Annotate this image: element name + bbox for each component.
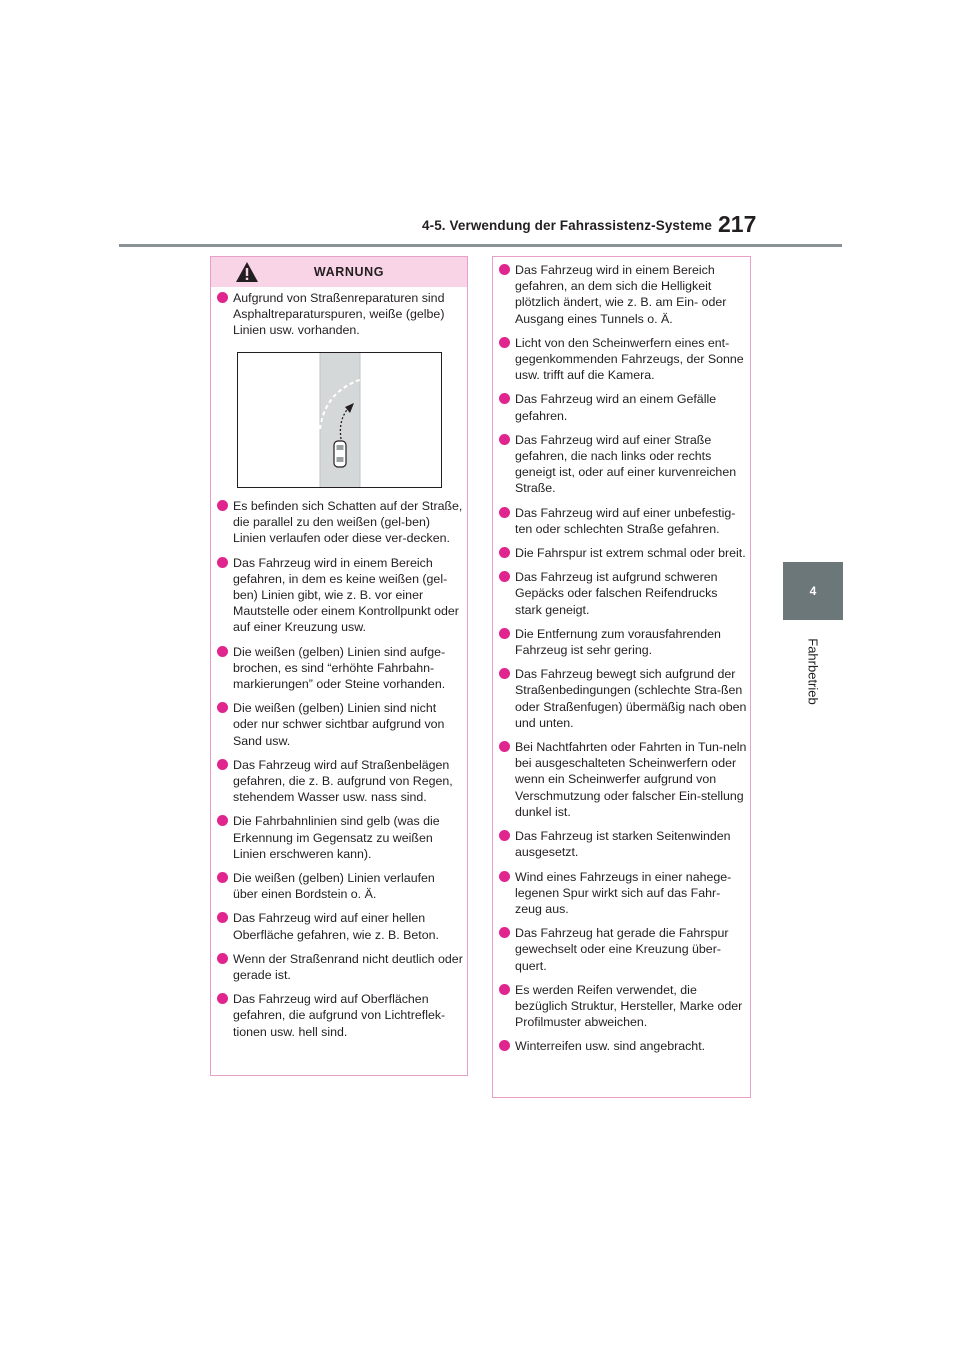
list-item [497, 828, 747, 860]
bullet-icon [217, 953, 228, 964]
list-item [497, 545, 747, 561]
bullet-icon [499, 668, 510, 679]
list-item-text: Die Entfernung zum vorausfahrenden Fahrzeug ist sehr gering. [515, 626, 721, 658]
list-item [215, 991, 463, 1040]
list-item-text: Das Fahrzeug wird in einem Bereich gefahren, an dem sich die Helligkeit plötzlich ändert, wie z. B. am Ein- oder Ausgang eines Tunnels o. Ä. [515, 263, 727, 326]
list-item-text: Das Fahrzeug wird auf Oberflächen gefahren, die aufgrund von Lichtreflek-tionen usw. hell sind. [233, 992, 446, 1039]
bullet-icon [217, 912, 228, 923]
bullet-icon [217, 557, 228, 568]
bullet-icon [499, 871, 510, 882]
chapter-number: 4 [809, 584, 817, 598]
list-item [215, 498, 463, 547]
bullet-icon [499, 547, 510, 558]
list-item [497, 869, 747, 918]
list-item-text: Das Fahrzeug ist aufgrund schweren Gepäcks oder falschen Reifendrucks stark geneigt. [515, 570, 718, 617]
bullet-icon [499, 1040, 510, 1051]
list-item [215, 555, 463, 636]
warning-title: WARNUNG [313, 265, 385, 279]
list-item-text: Es befinden sich Schatten auf der Straße, die parallel zu den weißen (gel-ben) Linien verlaufen oder diese ver-decken. [233, 499, 463, 546]
list-item [497, 262, 747, 327]
list-item [497, 626, 747, 658]
lane-change-diagram [238, 353, 442, 488]
bullet-icon [499, 264, 510, 275]
list-item [497, 432, 747, 497]
list-item [497, 925, 747, 974]
bullet-icon [499, 830, 510, 841]
list-item [215, 870, 463, 902]
list-item-text: Wenn der Straßenrand nicht deutlich oder gerade ist. [233, 951, 463, 983]
bullet-icon [499, 434, 510, 445]
list-item-text: Das Fahrzeug wird auf einer Straße gefahren, die nach links oder rechts geneigt ist, oder auf einer kurvenreichen Straße. [515, 432, 737, 496]
bullet-icon [217, 646, 228, 657]
list-item-text: Die weißen (gelben) Linien sind aufge-brochen, es sind “erhöhte Fahrbahn-markierungen” oder Steine vorhanden. [233, 644, 446, 692]
list-item-text: Die weißen (gelben) Linien verlaufen über einen Bordstein o. Ä. [233, 871, 435, 902]
list-item-text: Das Fahrzeug hat gerade die Fahrspur gewechselt oder eine Kreuzung über-quert. [515, 926, 729, 973]
list-item [215, 644, 463, 693]
page-number: 217 [718, 211, 757, 237]
list-item-text: Das Fahrzeug wird in einem Bereich gefahren, in dem es keine weißen (gel-ben) Linien gibt, wie z. B. vor einer Mautstelle oder einem Kontrollpunkt oder auf einer Kreuzung usw. [233, 555, 459, 635]
warning-header [211, 257, 467, 287]
bullet-icon [217, 759, 228, 770]
list-item [215, 757, 463, 806]
continued-conditions-list [497, 262, 747, 1063]
list-item-text: Die weißen (gelben) Linien sind nicht oder nur schwer sichtbar aufgrund von Sand usw. [233, 701, 445, 748]
bullet-icon [499, 927, 510, 938]
list-item [215, 813, 463, 862]
list-item [497, 1038, 747, 1054]
chapter-tab [783, 562, 843, 620]
bullet-icon [499, 628, 510, 639]
list-item-text: Licht von den Scheinwerfern eines ent-gegenkommenden Fahrzeugs, der Sonne usw. trifft auf die Kamera. [515, 335, 744, 383]
bullet-icon [499, 741, 510, 752]
bullet-icon [499, 393, 510, 404]
bullet-icon [217, 500, 228, 511]
bullet-icon [499, 571, 510, 582]
bullet-icon [499, 337, 510, 348]
header-divider [119, 244, 842, 247]
warning-intro-list [215, 290, 463, 347]
list-item [215, 290, 463, 339]
list-item [497, 982, 747, 1031]
warning-triangle-icon [235, 261, 259, 283]
bullet-icon [217, 815, 228, 826]
bullet-icon [217, 292, 228, 303]
list-item [215, 700, 463, 749]
list-item-text: Das Fahrzeug wird an einem Gefälle gefahren. [515, 392, 717, 423]
bullet-icon [499, 984, 510, 995]
list-item [215, 910, 463, 942]
list-item-text: Aufgrund von Straßenreparaturen sind Asphaltreparaturspuren, weiße (gelbe) Linien usw. vorhanden. [233, 291, 445, 338]
list-item [497, 739, 747, 820]
list-item [497, 569, 747, 618]
list-item-text: Winterreifen usw. sind angebracht. [515, 1039, 706, 1054]
list-item-text: Die Fahrbahnlinien sind gelb (was die Erkennung im Gegensatz zu weißen Linien erschweren kann). [233, 814, 440, 861]
bullet-icon [499, 507, 510, 518]
bullet-icon [217, 872, 228, 883]
list-item-text: Das Fahrzeug wird auf einer unbefestig-ten oder schlechten Straße gefahren. [515, 505, 736, 536]
bullet-icon [217, 993, 228, 1004]
chapter-label: Fahrbetrieb [805, 638, 821, 705]
bullet-icon [217, 702, 228, 713]
list-item-text: Das Fahrzeug bewegt sich aufgrund der Straßenbedingungen (schlechte Stra-ßen oder Straßenfugen) übermäßig nach oben und unten. [515, 667, 747, 730]
list-item-text: Das Fahrzeug ist starken Seitenwinden ausgesetzt. [515, 829, 731, 860]
list-item [497, 666, 747, 731]
section-title: 4-5. Verwendung der Fahrassistenz-Systeme [422, 218, 712, 233]
warning-conditions-list [215, 498, 463, 1048]
list-item [497, 505, 747, 537]
list-item-text: Wind eines Fahrzeugs in einer nahege-legenen Spur wirkt sich auf das Fahr-zeug aus. [515, 869, 732, 916]
list-item-text: Das Fahrzeug wird auf einer hellen Oberfläche gefahren, wie z. B. Beton. [233, 911, 439, 942]
list-item [497, 391, 747, 423]
list-item-text: Das Fahrzeug wird auf Straßenbelägen gefahren, die z. B. aufgrund von Regen, stehendem Wasser usw. nass sind. [233, 757, 453, 805]
list-item [497, 335, 747, 384]
lane-illustration [237, 352, 442, 488]
list-item-text: Bei Nachtfahrten oder Fahrten in Tun-neln bei ausgeschalteten Scheinwerfern oder wenn ein Scheinwerfer aufgrund von Verschmutzung oder falscher Ein-stellung dunkel ist. [515, 740, 747, 819]
list-item-text: Es werden Reifen verwendet, die bezüglich Struktur, Hersteller, Marke oder Profilmuster abweichen. [515, 982, 743, 1030]
list-item [215, 951, 463, 983]
list-item-text: Die Fahrspur ist extrem schmal oder breit. [515, 546, 746, 561]
